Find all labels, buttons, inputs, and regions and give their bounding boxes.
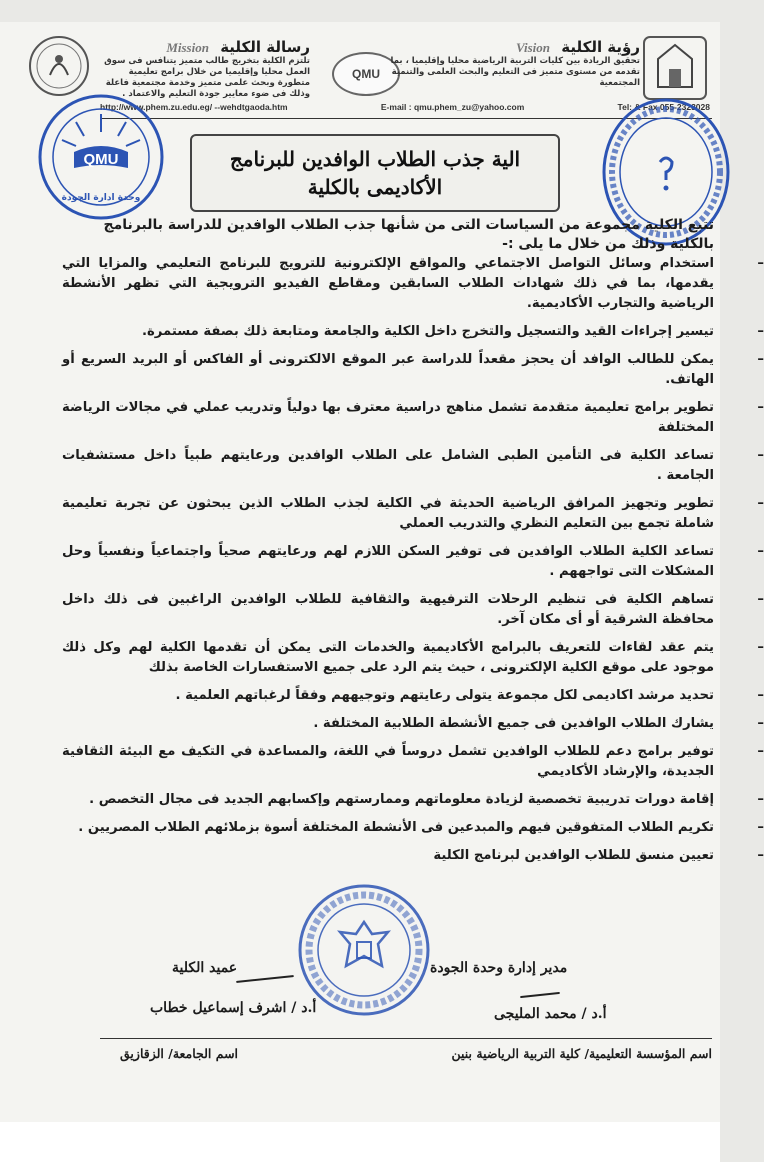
bullet-dash: – [757, 448, 764, 463]
list-item [62, 542, 764, 582]
qmu-logo-text: QMU [352, 67, 380, 81]
list-item [62, 742, 764, 782]
list-item [62, 638, 764, 678]
stamp-caption: وحدة ادارة الجودة [61, 193, 141, 203]
phone-text: Tel: & Fax 055-2323028 [617, 102, 710, 112]
list-item-text: يمكن للطالب الوافد أن يحجز مقعداً للدراسة عبر الموقع الالكترونى أو الفاكس أو البريد السريع أو الهاتف. [62, 352, 714, 387]
list-item-text: تطوير برامج تعليمية متقدمة تشمل مناهج دراسية معترف بها دولياً وتدريب عملي في مجالات الرياضة المختلفة [62, 400, 714, 435]
list-item-text: تساعد الكلية الطلاب الوافدين فى توفير السكن اللازم لهم ورعايتهم صحياً واجتماعياً ونفسياً وحل المشكلات التى تواجههم . [62, 544, 714, 579]
list-item-text: يتم عقد لقاءات للتعريف بالبرامج الأكاديمية والخدمات التى يمكن أن تقدمها الكلية لهم وكل ذلك موجود على موقع الكلية الإلكترونى ، حيث يتم الرد على جميع الاستفسارات الخاصة بذلك [62, 640, 714, 675]
vision-title-ar: رؤية الكلية [561, 38, 640, 56]
eagle-seal-stamp-icon [296, 882, 432, 1018]
list-item-text: تساعد الكلية فى التأمين الطبى الشامل على الطلاب الوافدين ورعايتهم طبياً داخل مستشفيات الجامعة . [62, 448, 714, 483]
mission-text: تلتزم الكلية بتخريج طالب متميز يتنافس فى سوق العمل محليا وإقليميا من خلال برامج تعليمية متطورة وبحث علمى متميز وخدمة مجتمعية فاعلة وذلك فى ضوء معايير جودة التعليم والاعتماد . [104, 56, 310, 99]
intro-paragraph: تتبع الكلية مجموعة من السياسات التى من شأنها جذب الطلاب الوافدين للدراسة بالبرنامج بالكلية وذلك من خلال ما يلى :- [103, 217, 714, 252]
list-item-text: تطوير وتجهيز المرافق الرياضية الحديثة في الكلية لجذب الطلاب الذين يبحثون عن تجربة تعليمية شاملة تجمع بين التعليم النظري والتدريب العملي [62, 496, 714, 531]
bullet-dash: – [757, 352, 764, 367]
list-item [62, 350, 764, 390]
list-item [62, 398, 764, 438]
bullet-dash: – [757, 820, 764, 835]
quality-unit-stamp-icon [36, 92, 166, 222]
list-item [62, 790, 764, 810]
mission-title-en: Mission [166, 40, 209, 55]
bullet-dash: – [757, 496, 764, 511]
list-item [62, 494, 764, 534]
vision-box [390, 38, 640, 89]
policy-list [62, 254, 764, 874]
bullet-dash: – [757, 256, 764, 271]
dean-name: أ.د / اشرف إسماعيل خطاب [150, 1000, 317, 1016]
vision-title [390, 38, 640, 56]
dean-label: عميد الكلية [172, 960, 238, 976]
list-item [62, 590, 764, 630]
title-line-1: الية جذب الطلاب الوافدين للبرنامج [229, 147, 521, 171]
bullet-dash: – [757, 848, 764, 863]
list-item-text: يشارك الطلاب الوافدين فى جميع الأنشطة الطلابية المختلفة . [313, 716, 714, 731]
mission-box [100, 38, 310, 100]
institution-name: اسم المؤسسة التعليمية/ كلية التربية الرياضية بنين [451, 1046, 712, 1061]
list-item [62, 818, 764, 838]
bullet-dash: – [757, 640, 764, 655]
list-item [62, 714, 764, 734]
vision-text: تحقيق الريادة بين كليات التربية الرياضية محليا وإقليميا ، بما تقدمه من مستوى متميز فى التعليم والبحث العلمى والتنمية المجتمعية [390, 56, 640, 88]
list-item-text: تحديد مرشد اكاديمى لكل مجموعة يتولى رعايتهم وتوجيههم وفقاً لرغباتهم العلمية . [175, 688, 714, 703]
list-item-text: توفير برامج دعم للطلاب الوافدين تشمل دروساً في اللغة، والمساعدة في التكيف مع البيئة الثقافية الجديدة، والإرشاد الأكاديمي [62, 744, 714, 779]
bullet-dash: – [757, 324, 764, 339]
list-item-text: تساهم الكلية فى تنظيم الرحلات الترفيهية والثقافية للطلاب الوافدين الراغبين فى ذلك داخل محافظة الشرقية أو أى مكان آخر. [62, 592, 714, 627]
list-item-text: استخدام وسائل التواصل الاجتماعي والمواقع الإلكترونية للترويج للبرنامج التعليمي والمزايا التي يقدمها، بما في ذلك شهادات الطلاب السابقين ومقاطع الفيديو الترويجية التي تظهر الأنشطة الرياضية والتجارب الأكاديمية. [62, 256, 714, 311]
document-title-banner [190, 134, 560, 212]
list-item-text: تعيين منسق للطلاب الوافدين لبرنامج الكلية [433, 848, 714, 863]
list-item-text: إقامة دورات تدريبية تخصصية لزيادة معلوماتهم وممارستهم وإكسابهم الجديد فى مجال التخصص . [89, 792, 714, 807]
list-item [62, 846, 764, 866]
footer-divider [100, 1038, 712, 1039]
bullet-dash: – [757, 544, 764, 559]
list-item [62, 686, 764, 706]
list-item [62, 322, 764, 342]
email-text: E-mail : qmu.phem_zu@yahoo.com [380, 102, 525, 112]
bullet-dash: – [757, 792, 764, 807]
bullet-dash: – [757, 400, 764, 415]
title-line-2: الأكاديمى بالكلية [307, 175, 443, 199]
list-item-text: تيسير إجراءات القيد والتسجيل والتخرج داخل الكلية والجامعة ومتابعة ذلك بصفة مستمرة. [142, 324, 714, 339]
list-item [62, 446, 764, 486]
list-item-text: تكريم الطلاب المتفوقين فيهم والمبدعين فى الأنشطة المختلفة أسوة بزملائهم الطلاب المصريين . [78, 820, 714, 835]
university-name: اسم الجامعة/ الزقازيق [120, 1046, 239, 1061]
bullet-dash: – [757, 716, 764, 731]
bottom-strip [0, 1122, 720, 1162]
stamp-qmu-text: QMU [83, 151, 119, 168]
mission-title [100, 38, 310, 56]
list-item [62, 254, 764, 314]
mission-title-ar: رسالة الكلية [220, 38, 310, 56]
website-link[interactable]: http://www.phem.zu.edu.eg/ --wehdtgaoda.htm [100, 102, 288, 112]
quality-manager-name: أ.د / محمد المليجى [494, 1006, 607, 1022]
quality-manager-label: مدير إدارة وحدة الجودة [430, 960, 568, 976]
vision-title-en: Vision [516, 40, 551, 55]
bullet-dash: – [757, 744, 764, 759]
bullet-dash: – [757, 688, 764, 703]
bullet-dash: – [757, 592, 764, 607]
faculty-emblem-icon [28, 35, 90, 97]
